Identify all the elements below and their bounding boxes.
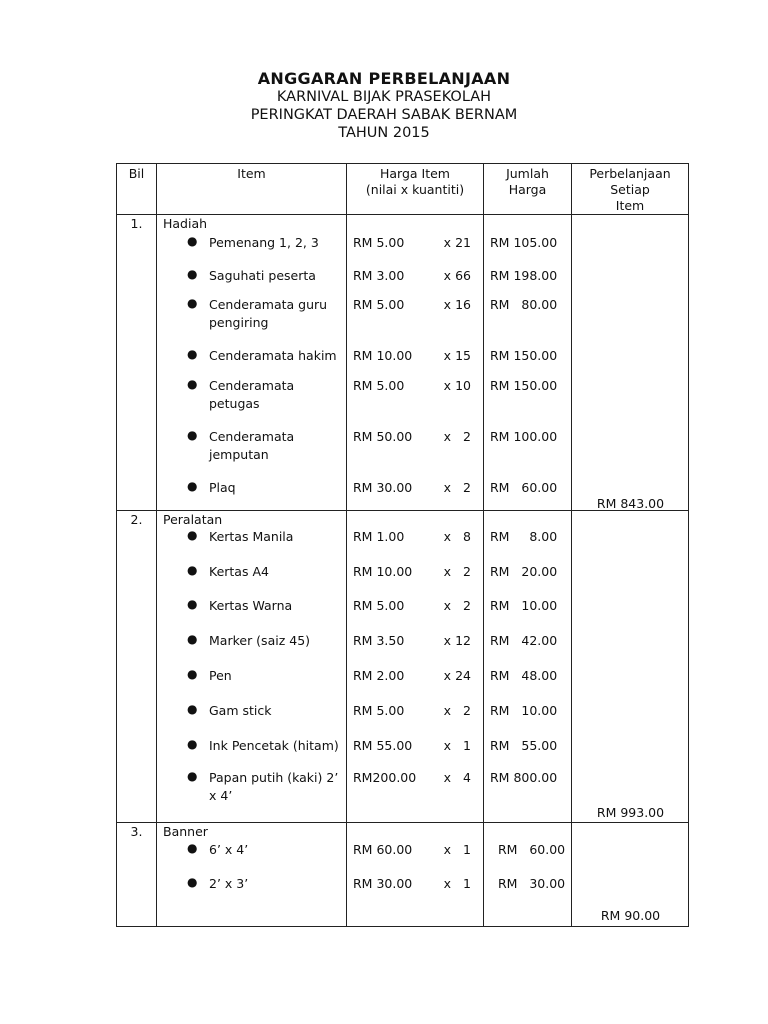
list-item xyxy=(157,528,342,546)
unit-price: RM 5.00 xyxy=(353,598,405,613)
item-amount: RM 20.00 xyxy=(490,564,558,579)
quantity: 10 xyxy=(455,378,471,393)
bullet-icon: ● xyxy=(187,377,198,391)
bullet-icon: ● xyxy=(187,841,198,855)
bullet-icon: ● xyxy=(187,296,198,310)
row-bil: 3. xyxy=(117,823,157,927)
unit-price: RM 30.00 xyxy=(353,876,413,891)
quantity: 2 xyxy=(463,429,471,444)
section-total: RM 90.00 xyxy=(600,908,661,923)
item-name: 6’ x 4’ xyxy=(209,842,249,857)
item-price xyxy=(347,528,483,546)
item-price xyxy=(347,597,483,615)
multiply-sign: x xyxy=(443,564,451,579)
item-price xyxy=(347,234,483,252)
unit-price: RM 10.00 xyxy=(353,348,413,363)
item-name: Kertas Warna xyxy=(209,598,293,613)
unit-price: RM 3.50 xyxy=(353,633,405,648)
unit-price: RM200.00 xyxy=(353,770,417,785)
item-price xyxy=(347,296,483,314)
quantity: 2 xyxy=(463,564,471,579)
item-price xyxy=(347,267,483,285)
unit-price: RM 5.00 xyxy=(353,378,405,393)
item-amount: RM 198.00 xyxy=(490,268,558,283)
item-amount: RM 48.00 xyxy=(490,668,558,683)
list-item xyxy=(157,479,342,497)
list-item xyxy=(157,702,342,720)
item-name: Pen xyxy=(209,668,232,683)
item-amount: RM 30.00 xyxy=(490,876,566,891)
col-header-jumlah: Jumlah Harga xyxy=(484,164,572,215)
row-jumlah xyxy=(484,215,572,511)
list-item xyxy=(157,296,342,332)
header-line-2: PERINGKAT DAERAH SABAK BERNAM xyxy=(250,107,518,123)
unit-price: RM 55.00 xyxy=(353,738,413,753)
quantity: 66 xyxy=(455,268,471,283)
list-item xyxy=(157,667,342,685)
header-line-3: TAHUN 2015 xyxy=(338,125,430,141)
quantity: 1 xyxy=(463,842,471,857)
row-harga xyxy=(347,215,484,511)
table-row xyxy=(117,215,689,511)
section-total: RM 843.00 xyxy=(596,496,665,511)
item-name: Saguhati peserta xyxy=(209,268,316,283)
item-amount: RM 60.00 xyxy=(490,842,566,857)
item-amount: RM 150.00 xyxy=(490,348,558,363)
multiply-sign: x xyxy=(443,633,451,648)
unit-price: RM 30.00 xyxy=(353,480,413,495)
col-header-bil: Bil xyxy=(117,164,157,215)
item-amount: RM 80.00 xyxy=(490,297,558,312)
quantity: 1 xyxy=(463,876,471,891)
unit-price: RM 5.00 xyxy=(353,235,405,250)
multiply-sign: x xyxy=(443,842,451,857)
item-amount: RM 60.00 xyxy=(490,480,558,495)
row-items xyxy=(157,511,347,823)
table-row xyxy=(117,823,689,927)
unit-price: RM 50.00 xyxy=(353,429,413,444)
row-harga xyxy=(347,823,484,927)
quantity: 24 xyxy=(455,668,471,683)
item-amount: RM 8.00 xyxy=(490,529,558,544)
item-name: Gam stick xyxy=(209,703,272,718)
col-header-harga: Harga Item (nilai x kuantiti) xyxy=(347,164,484,215)
item-amount: RM 10.00 xyxy=(490,703,558,718)
multiply-sign: x xyxy=(443,297,451,312)
bullet-icon: ● xyxy=(187,267,198,281)
multiply-sign: x xyxy=(443,598,451,613)
multiply-sign: x xyxy=(443,378,451,393)
quantity: 4 xyxy=(463,770,471,785)
list-item xyxy=(157,597,342,615)
multiply-sign: x xyxy=(443,529,451,544)
item-name: 2’ x 3’ xyxy=(209,876,249,891)
item-price xyxy=(347,347,483,365)
bullet-icon: ● xyxy=(187,667,198,681)
multiply-sign: x xyxy=(443,770,451,785)
quantity: 2 xyxy=(463,480,471,495)
row-items xyxy=(157,215,347,511)
multiply-sign: x xyxy=(443,876,451,891)
row-jumlah xyxy=(484,823,572,927)
section-total: RM 993.00 xyxy=(596,805,665,820)
bullet-icon: ● xyxy=(187,737,198,751)
quantity: 1 xyxy=(463,738,471,753)
item-amount: RM 105.00 xyxy=(490,235,558,250)
row-total-cell xyxy=(572,215,689,511)
item-price xyxy=(347,702,483,720)
item-price xyxy=(347,563,483,581)
item-price xyxy=(347,667,483,685)
unit-price: RM 5.00 xyxy=(353,703,405,718)
bullet-icon: ● xyxy=(187,702,198,716)
item-name: Plaq xyxy=(209,480,236,495)
col-header-item: Item xyxy=(157,164,347,215)
header-line-1: KARNIVAL BIJAK PRASEKOLAH xyxy=(276,89,492,105)
document-title: ANGGARAN PERBELANJAAN xyxy=(257,69,511,88)
quantity: 15 xyxy=(455,348,471,363)
row-bil: 2. xyxy=(117,511,157,823)
item-name: Ink Pencetak (hitam) xyxy=(209,738,339,753)
unit-price: RM 1.00 xyxy=(353,529,405,544)
unit-price: RM 2.00 xyxy=(353,668,405,683)
multiply-sign: x xyxy=(443,235,451,250)
item-name: Cenderamata petugas xyxy=(209,378,295,411)
list-item xyxy=(157,347,342,365)
item-name: Cenderamata jemputan xyxy=(209,429,295,462)
list-item xyxy=(157,841,342,859)
row-bil: 1. xyxy=(117,215,157,511)
category-label: Banner xyxy=(163,824,208,839)
item-amount: RM 42.00 xyxy=(490,633,558,648)
multiply-sign: x xyxy=(443,738,451,753)
multiply-sign: x xyxy=(443,348,451,363)
bullet-icon: ● xyxy=(187,234,198,248)
bullet-icon: ● xyxy=(187,875,198,889)
multiply-sign: x xyxy=(443,703,451,718)
item-amount: RM 100.00 xyxy=(490,429,558,444)
item-name: Pemenang 1, 2, 3 xyxy=(209,235,319,250)
list-item xyxy=(157,875,342,893)
document-header xyxy=(0,70,768,142)
item-price xyxy=(347,841,483,859)
multiply-sign: x xyxy=(443,429,451,444)
list-item xyxy=(157,632,342,650)
bullet-icon: ● xyxy=(187,479,198,493)
item-amount: RM 800.00 xyxy=(490,770,558,785)
quantity: 8 xyxy=(463,529,471,544)
bullet-icon: ● xyxy=(187,597,198,611)
list-item xyxy=(157,769,342,805)
unit-price: RM 60.00 xyxy=(353,842,413,857)
multiply-sign: x xyxy=(443,480,451,495)
list-item xyxy=(157,234,342,252)
unit-price: RM 3.00 xyxy=(353,268,405,283)
col-header-perbelanjaan: Perbelanjaan Setiap Item xyxy=(572,164,689,215)
unit-price: RM 10.00 xyxy=(353,564,413,579)
table-header-row xyxy=(117,164,689,215)
item-amount: RM 55.00 xyxy=(490,738,558,753)
quantity: 2 xyxy=(463,598,471,613)
bullet-icon: ● xyxy=(187,528,198,542)
quantity: 2 xyxy=(463,703,471,718)
item-amount: RM 150.00 xyxy=(490,378,558,393)
item-price xyxy=(347,769,483,787)
list-item xyxy=(157,563,342,581)
unit-price: RM 5.00 xyxy=(353,297,405,312)
item-price xyxy=(347,737,483,755)
quantity: 12 xyxy=(455,633,471,648)
quantity: 16 xyxy=(455,297,471,312)
row-total-cell xyxy=(572,511,689,823)
multiply-sign: x xyxy=(443,668,451,683)
item-price xyxy=(347,875,483,893)
quantity: 21 xyxy=(455,235,471,250)
item-name: Cenderamata guru pengiring xyxy=(209,297,328,330)
item-price xyxy=(347,428,483,446)
category-label: Peralatan xyxy=(163,512,223,527)
list-item xyxy=(157,377,342,413)
item-name: Cenderamata hakim xyxy=(209,348,337,363)
bullet-icon: ● xyxy=(187,428,198,442)
bullet-icon: ● xyxy=(187,347,198,361)
row-harga xyxy=(347,511,484,823)
category-label: Hadiah xyxy=(163,216,208,231)
row-jumlah xyxy=(484,511,572,823)
item-name: Kertas A4 xyxy=(209,564,269,579)
item-name: Kertas Manila xyxy=(209,529,294,544)
list-item xyxy=(157,428,342,464)
item-price xyxy=(347,632,483,650)
list-item xyxy=(157,267,342,285)
multiply-sign: x xyxy=(443,268,451,283)
item-name: Papan putih (kaki) 2’ x 4’ xyxy=(209,770,339,803)
row-items xyxy=(157,823,347,927)
item-price xyxy=(347,377,483,395)
item-price xyxy=(347,479,483,497)
bullet-icon: ● xyxy=(187,632,198,646)
budget-table xyxy=(116,163,689,927)
bullet-icon: ● xyxy=(187,769,198,783)
list-item xyxy=(157,737,342,755)
bullet-icon: ● xyxy=(187,563,198,577)
row-total-cell xyxy=(572,823,689,927)
table-row xyxy=(117,511,689,823)
item-amount: RM 10.00 xyxy=(490,598,558,613)
item-name: Marker (saiz 45) xyxy=(209,633,311,648)
